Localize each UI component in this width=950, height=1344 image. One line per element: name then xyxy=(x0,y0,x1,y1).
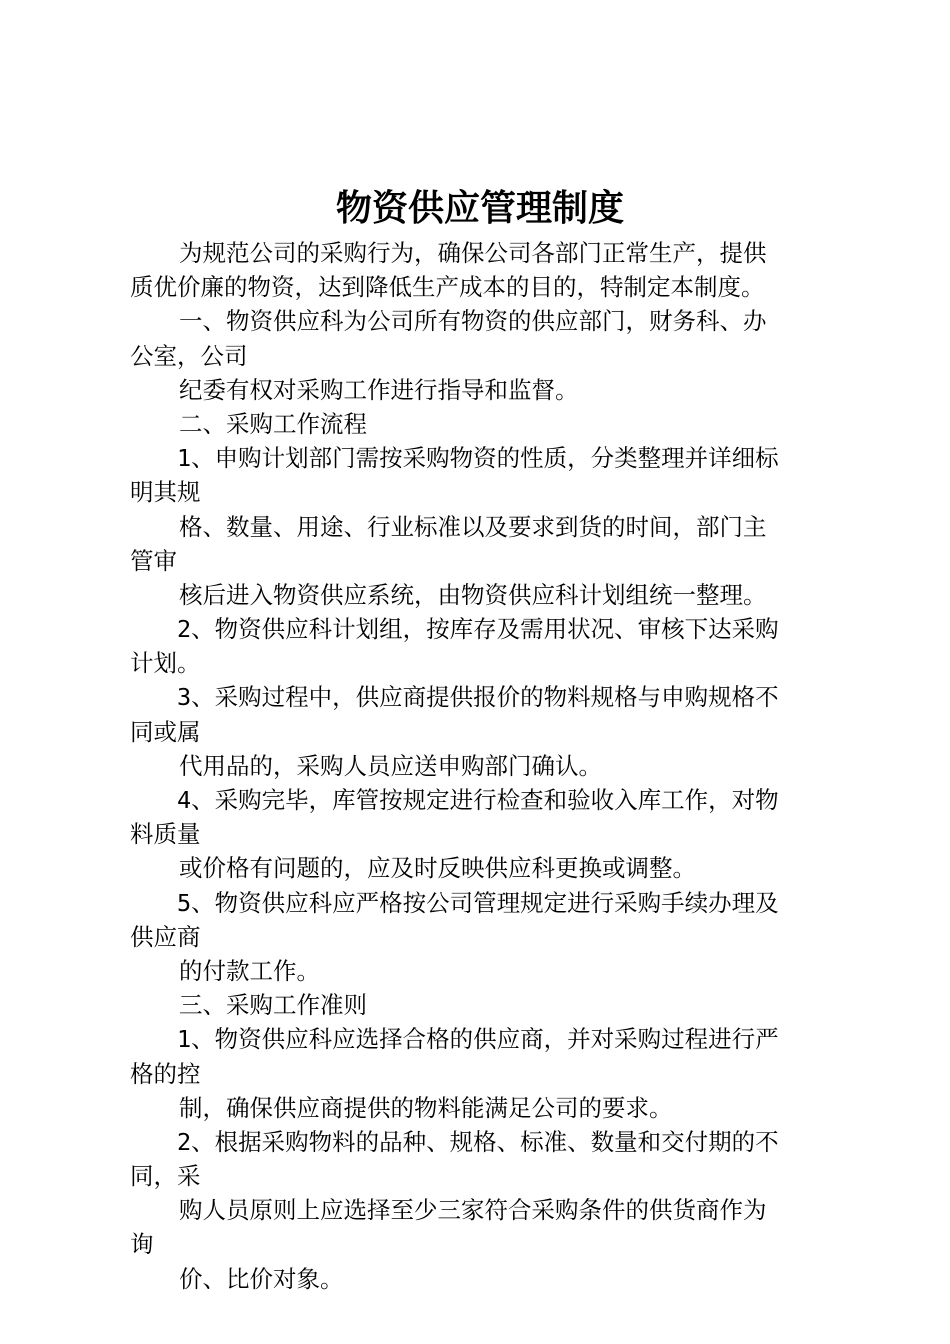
document-body xyxy=(130,236,835,1296)
body-line: 同，采 xyxy=(130,1162,201,1191)
body-line: 1、申购计划部门需按采购物资的性质，分类整理并详细标 xyxy=(177,444,779,473)
body-line: 明其规 xyxy=(130,478,201,507)
body-line: 质优价廉的物资，达到降低生产成本的目的，特制定本制度。 xyxy=(130,273,765,302)
body-line: 管审 xyxy=(130,546,177,575)
body-line: 购人员原则上应选择至少三家符合采购条件的供货商作为 xyxy=(179,1196,767,1225)
body-line: 制，确保供应商提供的物料能满足公司的要求。 xyxy=(179,1093,673,1122)
body-line: 格、数量、用途、行业标准以及要求到货的时间，部门主 xyxy=(179,512,767,541)
document-title: 物资供应管理制度 xyxy=(335,187,624,229)
body-line: 的付款工作。 xyxy=(179,956,320,985)
body-line: 2、根据采购物料的品种、规格、标准、数量和交付期的不 xyxy=(177,1127,779,1156)
body-line: 或价格有问题的，应及时反映供应科更换或调整。 xyxy=(179,854,696,883)
body-line: 计划。 xyxy=(130,649,201,678)
body-line: 3、采购过程中，供应商提供报价的物料规格与申购规格不 xyxy=(177,683,779,712)
body-line: 纪委有权对采购工作进行指导和监督。 xyxy=(179,375,579,404)
body-line: 一、物资供应科为公司所有物资的供应部门，财务科、办 xyxy=(179,307,767,336)
body-line: 格的控 xyxy=(130,1059,201,1088)
body-line: 2、物资供应科计划组，按库存及需用状况、审核下达采购 xyxy=(177,615,779,644)
body-line: 供应商 xyxy=(130,922,201,951)
body-line: 代用品的，采购人员应送申购部门确认。 xyxy=(179,751,602,780)
body-line: 核后进入物资供应系统，由物资供应科计划组统一整理。 xyxy=(179,580,767,609)
body-line: 4、采购完毕，库管按规定进行检查和验收入库工作，对物 xyxy=(177,786,779,814)
body-line: 询 xyxy=(130,1230,154,1259)
body-line: 公室，公司 xyxy=(130,341,248,370)
body-line: 1、物资供应科应选择合格的供应商，并对采购过程进行严 xyxy=(177,1025,779,1054)
body-line: 料质量 xyxy=(130,820,201,849)
body-line: 5、物资供应科应严格按公司管理规定进行采购手续办理及 xyxy=(177,888,779,917)
section-heading: 二、采购工作流程 xyxy=(179,409,367,438)
body-line: 为规范公司的采购行为，确保公司各部门正常生产，提供 xyxy=(179,239,767,267)
body-line: 同或属 xyxy=(130,717,201,746)
body-line: 价、比价对象。 xyxy=(179,1264,344,1293)
section-heading: 三、采购工作准则 xyxy=(179,991,367,1020)
